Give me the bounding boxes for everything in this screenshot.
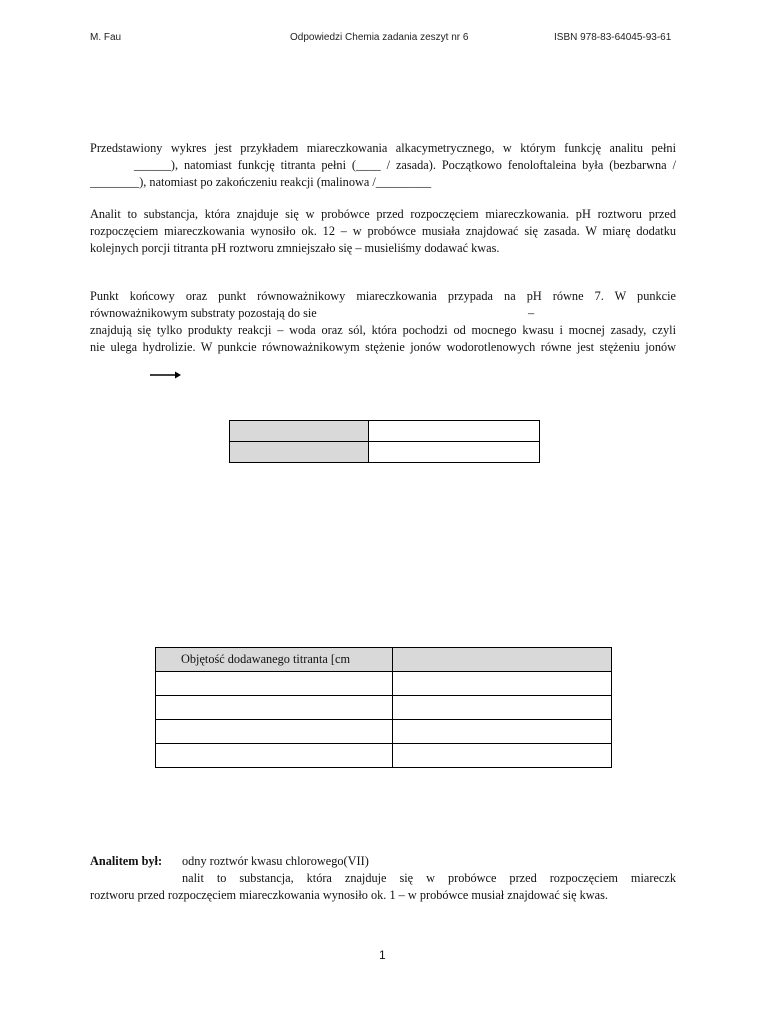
titration-table [155,647,612,768]
paragraph-line: Przedstawiony wykres jest przykładem miareczkowania alkacymetrycznego, w którym funkcję analitu pełni [90,141,676,155]
table-header-cell [393,648,612,672]
answer-line: odny roztwór kwasu chlorowego(VII) [182,854,369,868]
dash-mark: – [528,306,535,320]
table-cell [393,672,612,696]
table-cell [230,421,369,442]
header-author: M. Fau [90,32,122,43]
paragraph-line: kolejnych porcji titranta pH roztworu zmniejszało się – musieliśmy dodawać kwas. [90,241,500,255]
table-cell [230,442,369,463]
header-isbn: ISBN 978-83-64045-93-61 [554,32,672,43]
paragraph-intro [90,140,676,191]
table-row [156,744,612,768]
table-row [156,720,612,744]
paragraph-text: równoważnikowym substraty pozostają do sie [90,306,317,320]
table-row [156,672,612,696]
table-cell [393,744,612,768]
paragraph-line [90,305,676,322]
answer-label: Analitem był: [90,854,163,868]
paragraph-line: nie ulega hydrolizie. W punkcie równoważnikowym stężenie jonów wodorotlenowych równe jest stężeniu jonów [90,340,676,354]
answer-line: nalit to substancja, która znajduje się w probówce przed rozpoczęciem miareczk [182,871,676,885]
paragraph-line: znajdują się tylko produkty reakcji – woda oraz sól, która pochodzi od mocnego kwasu i mocnej zasady, czyli [90,323,676,337]
table-cell [369,442,540,463]
table-row [156,696,612,720]
header-title: Odpowiedzi Chemia zadania zeszyt nr 6 [290,32,469,43]
table-row [230,442,540,463]
table-cell [156,672,393,696]
table-row [230,421,540,442]
indicator-table [229,420,540,463]
table-cell [393,720,612,744]
table-header-volume: Objętość dodawanego titranta [cm [156,648,393,672]
table-cell [369,421,540,442]
table-cell [156,696,393,720]
paragraph-analyte [90,206,676,257]
paragraph-line: Punkt końcowy oraz punkt równoważnikowy miareczkowania przypada na pH równe 7. W punkcie [90,289,676,303]
page-number: 1 [379,948,386,962]
answer-line: roztworu przed rozpoczęciem miareczkowania wynosiło ok. 1 – w probówce musiał znajdować się kwas. [90,888,608,902]
table-cell [156,720,393,744]
paragraph-line: rozpoczęciem miareczkowania wynosiło ok. 12 – w probówce musiała znajdować się zasada. W miarę dodatku [90,224,676,238]
table-cell [393,696,612,720]
table-header-row [156,648,612,672]
paragraph-line: ________), natomiast po zakończeniu reakcji (malinowa /_________ [90,175,432,189]
table-cell [156,744,393,768]
reaction-arrow-icon [150,369,182,381]
paragraph-endpoint [90,288,676,356]
paragraph-line: ______), natomiast funkcję titranta pełni (____ / zasada). Początkowo fenoloftaleina była (bezbarwna / [134,158,676,172]
paragraph-line: Analit to substancja, która znajduje się w probówce przed rozpoczęciem miareczkowania. pH roztworu przed [90,207,676,221]
